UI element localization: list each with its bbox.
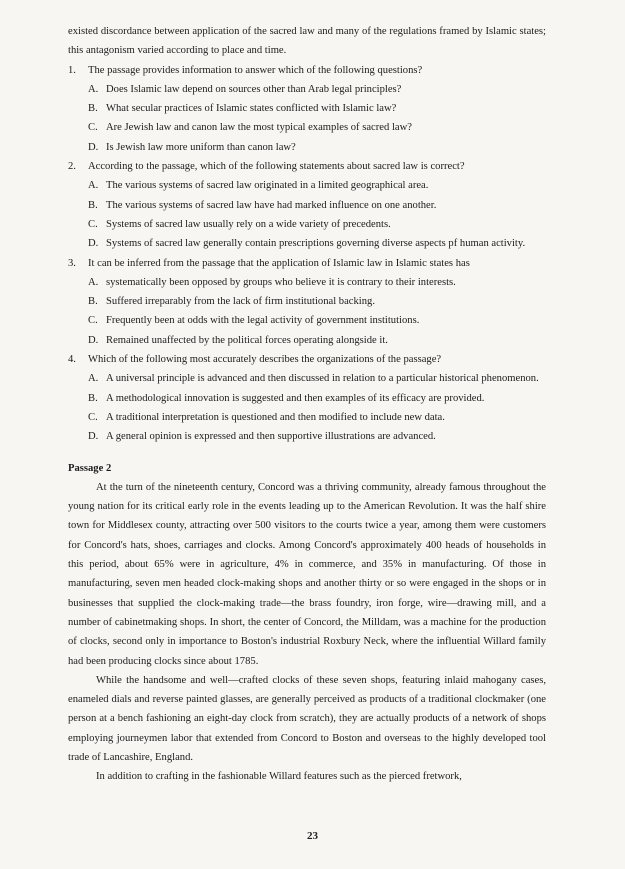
answer-option	[68, 176, 546, 195]
option-list	[68, 273, 546, 350]
answer-option	[68, 292, 546, 311]
question-stem	[68, 350, 546, 369]
page-number: 23	[307, 830, 318, 842]
question-block	[68, 157, 546, 253]
question-text: Which of the following most accurately describes the organizations of the passage?	[88, 354, 442, 366]
passage-paragraph: At the turn of the nineteenth century, Concord was a thriving community, already famous throughout the young nation for its critical early role in the events leading up to the American Revolution. It was the half shire town for Middlesex county, attracting over 500 visitors to the courts twice a year, among them were customers for Concord's hats, shoes, carriages and clocks. Among Concord's approximately 400 heads of households in this period, about 65% were in agriculture, 4% in commerce, and 35% in manufacturing. Of those in manufacturing, seven men headed clock-making shops and another thirty or so were engaged in the shops or in businesses that supplied the clock-making trade—the brass foundry, iron forge, wire—drawing mill, and a number of cabinetmaking shops. In short, the center of Concord, the Milldam, was a machine for the production of clocks, second only in importance to Boston's industrial Roxbury Neck, where the influential Willard family had been producing clocks since about 1785.	[68, 481, 546, 667]
question-stem	[68, 254, 546, 273]
option-text: Frequently been at odds with the legal activity of government institutions.	[106, 315, 420, 327]
option-text: A traditional interpretation is questioned and then modified to include new data.	[106, 411, 445, 423]
question-number: 4.	[68, 354, 76, 366]
option-letter: A.	[88, 276, 99, 288]
answer-option	[68, 369, 546, 388]
answer-option	[68, 215, 546, 234]
option-text: Are Jewish law and canon law the most typical examples of sacred law?	[106, 122, 412, 134]
option-letter: B.	[88, 296, 98, 308]
option-letter: A.	[88, 83, 99, 95]
question-stem	[68, 157, 546, 176]
option-letter: A.	[88, 373, 99, 385]
option-list	[68, 80, 546, 157]
question-text: It can be inferred from the passage that the application of Islamic law in Islamic states has	[88, 257, 470, 269]
passage-title: Passage 2	[68, 462, 112, 474]
option-letter: C.	[88, 315, 98, 327]
option-text: Systems of sacred law generally contain prescriptions governing diverse aspects pf human activity.	[106, 238, 526, 250]
option-text: A general opinion is expressed and then supportive illustrations are advanced.	[106, 431, 436, 443]
option-letter: D.	[88, 431, 99, 443]
question-text: According to the passage, which of the following statements about sacred law is correct?	[88, 161, 465, 173]
question-list	[68, 61, 546, 447]
option-letter: D.	[88, 141, 99, 153]
question-number: 1.	[68, 64, 76, 76]
question-stem	[68, 61, 546, 80]
answer-option	[68, 138, 546, 157]
answer-option	[68, 389, 546, 408]
option-letter: B.	[88, 392, 98, 404]
answer-option	[68, 118, 546, 137]
option-letter: B.	[88, 103, 98, 115]
option-text: The various systems of sacred law originated in a limited geographical area.	[106, 180, 429, 192]
option-text: A universal principle is advanced and then discussed in relation to a particular historical phenomenon.	[106, 373, 539, 385]
option-letter: C.	[88, 122, 98, 134]
option-letter: C.	[88, 218, 98, 230]
option-text: Suffered irreparably from the lack of firm institutional backing.	[106, 296, 375, 308]
option-text: The various systems of sacred law have had marked influence on one another.	[106, 199, 437, 211]
option-list	[68, 369, 546, 446]
option-letter: C.	[88, 411, 98, 423]
page-content	[68, 22, 546, 787]
answer-option	[68, 273, 546, 292]
answer-option	[68, 196, 546, 215]
intro-paragraph: existed discordance between application of the sacred law and many of the regulations framed by Islamic states; this antagonism varied according to place and time.	[68, 26, 546, 57]
option-letter: D.	[88, 238, 99, 250]
answer-option	[68, 331, 546, 350]
answer-option	[68, 311, 546, 330]
answer-option	[68, 408, 546, 427]
option-text: Systems of sacred law usually rely on a wide variety of precedents.	[106, 218, 391, 230]
question-block	[68, 61, 546, 157]
question-number: 3.	[68, 257, 76, 269]
option-letter: B.	[88, 199, 98, 211]
option-text: A methodological innovation is suggested and then examples of its efficacy are provided.	[106, 392, 485, 404]
answer-option	[68, 427, 546, 446]
question-block	[68, 254, 546, 350]
option-text: What secular practices of Islamic states conflicted with Islamic law?	[106, 103, 397, 115]
option-list	[68, 176, 546, 253]
option-text: Is Jewish law more uniform than canon law?	[106, 141, 296, 153]
option-letter: A.	[88, 180, 99, 192]
passage-paragraph: While the handsome and well—crafted clocks of these seven shops, featuring inlaid mahogany cases, enameled dials and reverse painted glasses, are generally perceived as products of a traditional clockmaker (one person at a bench fashioning an eight-day clock from scratch), they are actually products of a network of shops employing journeymen labor that extended from Concord to Boston and overseas to the highly developed tool trade of Lancashire, England.	[68, 674, 546, 763]
question-text: The passage provides information to answer which of the following questions?	[88, 64, 423, 76]
answer-option	[68, 80, 546, 99]
passage-paragraph: In addition to crafting in the fashionable Willard features such as the pierced fretwork,	[96, 771, 462, 783]
option-text: systematically been opposed by groups who believe it is contrary to their interests.	[106, 276, 456, 288]
answer-option	[68, 234, 546, 253]
option-text: Remained unaffected by the political forces operating alongside it.	[106, 334, 388, 346]
option-letter: D.	[88, 334, 99, 346]
question-number: 2.	[68, 161, 76, 173]
option-text: Does Islamic law depend on sources other than Arab legal principles?	[106, 83, 402, 95]
answer-option	[68, 99, 546, 118]
question-block	[68, 350, 546, 446]
